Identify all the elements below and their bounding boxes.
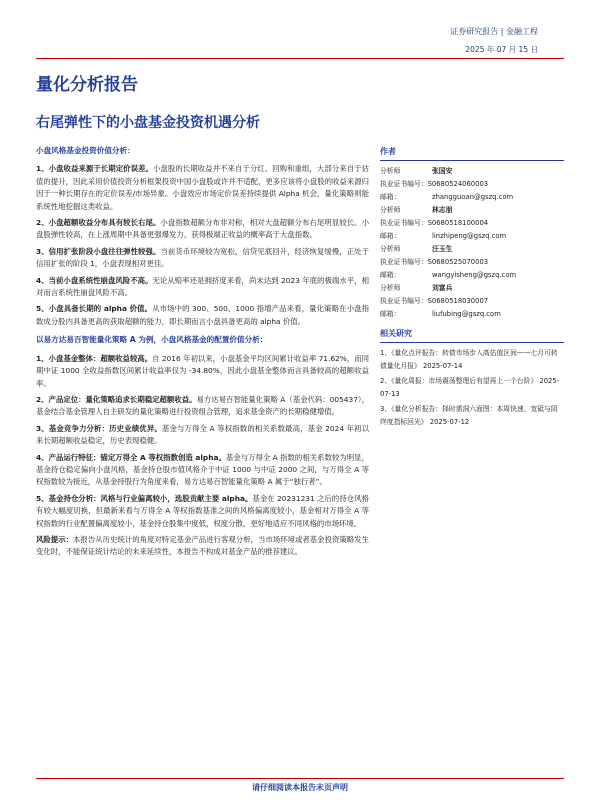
- paragraph: [36, 394, 369, 419]
- paragraph-text: 易方达易百智能量化策略 A（基金代码：005437），基金结合基金管理人自主研发的量化策略进行投资组合管理，追求基金资产的长期稳健增值。: [36, 394, 369, 417]
- author-entry: [380, 282, 564, 321]
- authors-heading: 作者: [380, 145, 564, 161]
- paragraph-text: 小盘指数超额分布非对称，相对大盘超额分布右尾明显较长。小盘股弹性较高，在上涨周期中具备更强爆发力，获得极端正收益的概率高于大盘指数。: [36, 218, 369, 240]
- author-email[interactable]: liufubing@gszq.com: [432, 310, 501, 318]
- risk-warning: [36, 534, 369, 559]
- cert-number: S0680525070003: [427, 258, 489, 266]
- cert-number: S0680524060003: [427, 180, 489, 188]
- related-report-link[interactable]: 2、《量化周报：市场震荡整理后有望再上一个台阶》 2025-07-13: [380, 377, 560, 398]
- section-2-body: [36, 353, 369, 530]
- report-type-title: 量化分析报告: [36, 75, 138, 95]
- author-name: 刘富兵: [432, 284, 453, 292]
- paragraph-lead: 4、当前小盘系统性崩盘风险不高。: [36, 275, 153, 285]
- paragraph-lead: 5、小盘具备长期的 alpha 价值。: [36, 304, 153, 314]
- paragraph: [36, 163, 369, 213]
- header-divider: [36, 58, 564, 59]
- author-role: 分析师: [380, 206, 401, 214]
- paragraph: [36, 275, 369, 300]
- footer-disclaimer: 请仔细阅读本报告末页声明: [252, 783, 348, 792]
- author-name: 张国安: [432, 167, 453, 175]
- header-category: 证券研究报告 | 金融工程: [450, 27, 538, 36]
- paragraph: [36, 452, 369, 489]
- paragraph-lead: 2、小盘超额收益分布具有较长右尾。: [36, 218, 161, 228]
- paragraph-text: 基金与万得全 A 指数的相关系数较为明显，基金持仓稳定偏向小盘风格，基金持仓股市值风格介于中证 1000 与中证 2000 之间，与万得全 A 等权指数较为接近，从基金持股行为角度来看，易方达易百智能量化策略 A 属于“独行者”。: [36, 452, 369, 487]
- paragraph-lead: 2、产品定位：量化策略追求长期稳定超额收益。: [36, 394, 197, 404]
- risk-text: 本报告从历史统计的角度对特定基金产品进行客观分析，当市场环境或者基金投资策略发生变化时，不能保证统计结论的未来延续性，本报告不构成对基金产品的推荐建议。: [36, 534, 369, 557]
- author-email[interactable]: wangyisheng@gszq.com: [432, 271, 517, 279]
- cert-label: 执业证书编号：: [380, 219, 428, 227]
- cert-label: 执业证书编号：: [380, 297, 428, 305]
- related-report-link[interactable]: 1、《量化点评报告：转债市场步入高估值区间——七月可转债量化月报》 2025-07-14: [380, 349, 558, 370]
- related-heading: 相关研究: [380, 327, 564, 343]
- author-role: 分析师: [380, 167, 401, 175]
- cert-label: 执业证书编号：: [380, 180, 428, 188]
- paragraph-text: 小盘股的长期收益并不来自于分红、回购和重组，大部分来自于估值的提升，因此采用价值投资分析框架投资中国小盘股或许并不适配，更多应该将小盘股的收益来源归因于一种长期存在的定价误差/市场异象。小盘效应市场定价误差持续提供 Alpha 机会，量化策略则能系统性地挖掘这类收益。: [36, 164, 369, 211]
- email-label: 邮箱：: [380, 271, 401, 279]
- paragraph: [36, 423, 369, 448]
- author-name: 林志朋: [432, 206, 453, 214]
- email-label: 邮箱：: [380, 310, 401, 318]
- paragraph: [36, 493, 369, 530]
- section-title: 小盘风格基金投资价值分析：: [36, 146, 135, 155]
- paragraph-text: 自 2016 年初以来，小盘基金平均区间累计收益率 71.62%，而同期中证 1000 全收益指数区间累计收益率仅为 -34.80%，因此小盘基金整体而言具备较高的超额收益率。: [36, 353, 369, 388]
- email-label: 邮箱：: [380, 232, 401, 240]
- author-entry: [380, 204, 564, 243]
- author-name: 汪玉生: [432, 245, 453, 253]
- paragraph-lead: 3、信用扩张阶段小盘往往弹性较强。: [36, 246, 161, 256]
- cert-number: S0680518100004: [427, 219, 489, 227]
- author-entry: [380, 165, 564, 204]
- sidebar: [380, 145, 564, 431]
- paragraph-text: 无论从赔率还是拥挤度来看，尚未达到 2023 年底的极端水平，相对而言系统性崩盘风险不高。: [36, 275, 369, 298]
- author-role: 分析师: [380, 284, 401, 292]
- authors-list: [380, 165, 564, 321]
- paragraph-text: 基金与万得全 A 等权指数的相关系数最高，基金 2024 年初以来长期超额收益稳定，历史表现稳健。: [36, 423, 369, 446]
- cert-label: 执业证书编号：: [380, 258, 428, 266]
- paragraph-lead: 4、产品运行特征：锚定万得全 A 等权指数创造 alpha。: [36, 452, 226, 462]
- related-list: [380, 347, 564, 429]
- report-date: 2025 年 07 月 15 日: [465, 45, 538, 54]
- cert-number: S0680518030007: [427, 297, 489, 305]
- paragraph: [36, 217, 369, 242]
- paragraph-text: 从市场中的 300、500、1000 指增产品来看，量化策略在小盘指数成分股内具备更高的获取超额的能力，即长期而言小盘具备更高的 alpha 价值。: [36, 304, 369, 326]
- main-content: [36, 145, 369, 563]
- paragraph-text: 基金在 20231231 之后的持仓风格有较大幅度切换，但最新来看与万得全 A 等权指数基准之间的风格偏离度较小，基金相对万得全 A 等权指数的行业配置偏离度较小，基金持仓股集中度低，权度分散，更好地适应不同风格的市场环境。: [36, 493, 369, 528]
- paragraph-lead: 1、小盘基金整体：超额收益较高。: [36, 353, 153, 363]
- author-email[interactable]: linzhipeng@gszq.com: [432, 232, 507, 240]
- paragraph-lead: 5、基金持仓分析：风格与行业偏离较小，选股贡献主要 alpha。: [36, 493, 253, 503]
- paragraph-text: 当前货币环境较为宽松，信贷见底回升，经济恢复缓慢，正处于信用扩张的阶段 1，小盘表现相对更佳。: [36, 246, 369, 269]
- author-email[interactable]: zhangguoan@gszq.com: [432, 193, 514, 201]
- email-label: 邮箱：: [380, 193, 401, 201]
- paragraph: [36, 246, 369, 271]
- paragraph: [36, 353, 369, 390]
- paragraph: [36, 303, 369, 328]
- section-1-body: [36, 163, 369, 328]
- risk-label: 风险提示：: [36, 534, 73, 544]
- author-role: 分析师: [380, 245, 401, 253]
- paragraph-lead: 3、基金竞争力分析：历史业绩优异。: [36, 423, 162, 433]
- report-subtitle: 右尾弹性下的小盘基金投资机遇分析: [36, 115, 260, 131]
- footer-divider: [36, 778, 564, 779]
- author-entry: [380, 243, 564, 282]
- related-report-link[interactable]: 3、《量化分析报告：择时需洞六面图：本周快速、宽砥与阴终度指标回光》 2025-07-12: [380, 405, 558, 426]
- paragraph-lead: 1、小盘收益来源于长期定价误差。: [36, 164, 153, 174]
- section-title: 以易方达易百智能量化策略 A 为例，小盘风格基金的配置价值分析：: [36, 335, 268, 345]
